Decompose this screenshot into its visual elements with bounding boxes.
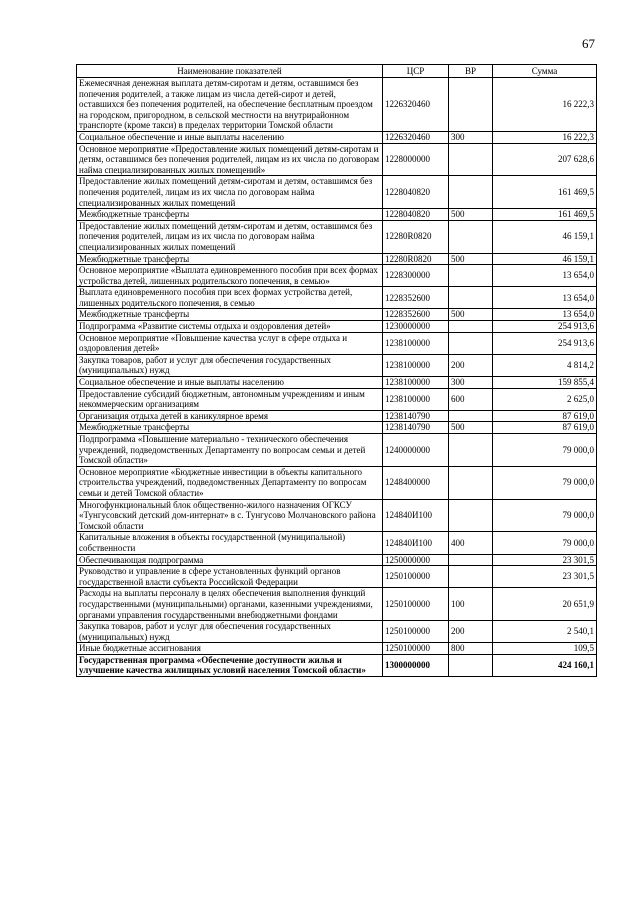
row-vr-cell: 400 <box>449 532 493 554</box>
row-sum-cell: 79 000,0 <box>493 466 597 499</box>
row-code-cell: 1238100000 <box>383 388 449 410</box>
row-code-cell: 1226320460 <box>383 78 449 132</box>
row-vr-cell <box>449 566 493 588</box>
table-row <box>77 410 597 422</box>
row-sum-cell: 424 160,1 <box>493 654 597 676</box>
row-code-cell: 1238140790 <box>383 422 449 434</box>
row-sum-cell: 23 301,5 <box>493 554 597 566</box>
table-row <box>77 377 597 389</box>
row-name-cell: Межбюджетные трансферты <box>77 209 383 221</box>
row-code-cell: 1228352600 <box>383 287 449 309</box>
row-name-cell: Организация отдыха детей в каникулярное время <box>77 410 383 422</box>
row-vr-cell <box>449 410 493 422</box>
row-code-cell: 1238100000 <box>383 332 449 354</box>
table-row <box>77 220 597 253</box>
row-name-cell: Социальное обеспечение и иные выплаты населению <box>77 131 383 143</box>
row-sum-cell: 254 913,6 <box>493 321 597 333</box>
row-sum-cell: 161 469,5 <box>493 209 597 221</box>
row-code-cell: 1228040820 <box>383 209 449 221</box>
row-vr-cell: 300 <box>449 377 493 389</box>
row-vr-cell: 500 <box>449 422 493 434</box>
table-row <box>77 654 597 676</box>
table-row <box>77 209 597 221</box>
row-code-cell: 1240000000 <box>383 434 449 467</box>
row-code-cell: 1250100000 <box>383 643 449 655</box>
row-code-cell: 1228352600 <box>383 309 449 321</box>
table-row <box>77 621 597 643</box>
row-code-cell: 1228040820 <box>383 176 449 209</box>
row-name-cell: Предоставление жилых помещений детям-сиротам и детям, оставшимся без попечения родителей, лицам из их числа по договорам найма специализированных жилых помещений <box>77 220 383 253</box>
row-vr-cell: 500 <box>449 309 493 321</box>
row-vr-cell <box>449 321 493 333</box>
row-code-cell: 1230000000 <box>383 321 449 333</box>
row-vr-cell: 600 <box>449 388 493 410</box>
table-row <box>77 131 597 143</box>
row-vr-cell <box>449 332 493 354</box>
table-row <box>77 388 597 410</box>
table-row <box>77 466 597 499</box>
table-row <box>77 309 597 321</box>
header-sum: Сумма <box>493 65 597 78</box>
row-vr-cell <box>449 499 493 532</box>
row-vr-cell <box>449 78 493 132</box>
row-sum-cell: 87 619,0 <box>493 422 597 434</box>
row-name-cell: Социальное обеспечение и иные выплаты населению <box>77 377 383 389</box>
row-code-cell: 1238140790 <box>383 410 449 422</box>
row-sum-cell: 2 540,1 <box>493 621 597 643</box>
row-vr-cell <box>449 265 493 287</box>
table-body <box>77 78 597 677</box>
row-code-cell: 12280R0820 <box>383 253 449 265</box>
row-sum-cell: 13 654,0 <box>493 265 597 287</box>
row-sum-cell: 207 628,6 <box>493 143 597 176</box>
table-row <box>77 554 597 566</box>
row-sum-cell: 79 000,0 <box>493 434 597 467</box>
row-sum-cell: 109,5 <box>493 643 597 655</box>
row-sum-cell: 79 000,0 <box>493 499 597 532</box>
row-vr-cell <box>449 176 493 209</box>
table-row <box>77 253 597 265</box>
row-sum-cell: 16 222,3 <box>493 78 597 132</box>
row-sum-cell: 46 159,1 <box>493 253 597 265</box>
row-vr-cell <box>449 143 493 176</box>
row-sum-cell: 159 855,4 <box>493 377 597 389</box>
table-row <box>77 354 597 376</box>
row-name-cell: Предоставление субсидий бюджетным, автономным учреждениям и иным некоммерческим организациям <box>77 388 383 410</box>
row-sum-cell: 13 654,0 <box>493 309 597 321</box>
table-row <box>77 643 597 655</box>
row-code-cell: 1238100000 <box>383 377 449 389</box>
row-code-cell: 1250100000 <box>383 588 449 621</box>
row-name-cell: Основное мероприятие «Бюджетные инвестиции в объекты капитального строительства учреждений, подведомственных Департаменту по вопросам семьи и детей Томской области» <box>77 466 383 499</box>
row-name-cell: Основное мероприятие «Повышение качества услуг в сфере отдыха и оздоровления детей» <box>77 332 383 354</box>
table-row <box>77 434 597 467</box>
row-code-cell: 1250100000 <box>383 621 449 643</box>
row-name-cell: Расходы на выплаты персоналу в целях обеспечения выполнения функций государственными (муниципальными) органами, казенными учреждениями, органами управления государственными внебюджетными фондами <box>77 588 383 621</box>
row-vr-cell <box>449 554 493 566</box>
table-row <box>77 332 597 354</box>
row-name-cell: Закупка товаров, работ и услуг для обеспечения государственных (муниципальных) нужд <box>77 621 383 643</box>
row-code-cell: 124840И100 <box>383 532 449 554</box>
row-vr-cell <box>449 654 493 676</box>
row-vr-cell: 200 <box>449 621 493 643</box>
row-name-cell: Иные бюджетные ассигнования <box>77 643 383 655</box>
row-name-cell: Государственная программа «Обеспечение доступности жилья и улучшение качества жилищных условий населения Томской области» <box>77 654 383 676</box>
row-name-cell: Межбюджетные трансферты <box>77 422 383 434</box>
table-row <box>77 532 597 554</box>
row-sum-cell: 23 301,5 <box>493 566 597 588</box>
row-name-cell: Закупка товаров, работ и услуг для обеспечения государственных (муниципальных) нужд <box>77 354 383 376</box>
table-row <box>77 287 597 309</box>
row-sum-cell: 161 469,5 <box>493 176 597 209</box>
row-name-cell: Капитальные вложения в объекты государственной (муниципальной) собственности <box>77 532 383 554</box>
row-vr-cell <box>449 220 493 253</box>
row-code-cell: 124840И100 <box>383 499 449 532</box>
row-sum-cell: 254 913,6 <box>493 332 597 354</box>
header-code: ЦСР <box>383 65 449 78</box>
row-vr-cell: 800 <box>449 643 493 655</box>
row-name-cell: Основное мероприятие «Предоставление жилых помещений детям-сиротам и детям, оставшимся без попечения родителей, лицам из их числа по договорам найма специализированных жилых помещений» <box>77 143 383 176</box>
row-code-cell: 1228300000 <box>383 265 449 287</box>
row-vr-cell: 200 <box>449 354 493 376</box>
row-sum-cell: 16 222,3 <box>493 131 597 143</box>
row-name-cell: Межбюджетные трансферты <box>77 253 383 265</box>
row-code-cell: 1248400000 <box>383 466 449 499</box>
row-vr-cell: 500 <box>449 209 493 221</box>
row-name-cell: Многофункциональный блок общественно-жилого назначения ОГКСУ «Тунгусовский детский дом-интернат» в с. Тунгусово Молчановского района Томской области <box>77 499 383 532</box>
row-code-cell: 12280R0820 <box>383 220 449 253</box>
table-row <box>77 176 597 209</box>
row-name-cell: Основное мероприятие «Выплата единовременного пособия при всех формах устройства детей, лишенных родительского попечения, в семью» <box>77 265 383 287</box>
row-sum-cell: 13 654,0 <box>493 287 597 309</box>
table-row <box>77 321 597 333</box>
row-vr-cell <box>449 287 493 309</box>
row-vr-cell: 100 <box>449 588 493 621</box>
row-code-cell: 1226320460 <box>383 131 449 143</box>
row-sum-cell: 2 625,0 <box>493 388 597 410</box>
row-name-cell: Руководство и управление в сфере установленных функций органов государственной власти субъекта Российской Федерации <box>77 566 383 588</box>
table-row <box>77 588 597 621</box>
row-name-cell: Ежемесячная денежная выплата детям-сиротам и детям, оставшимся без попечения родителей, а также лицам из числа детей-сирот и детей, оставшихся без попечения родителей, на обеспечение бесплатным проездом на городском, пригородном, в сельской местности на внутрирайонном транспорте (кроме такси) в пределах территории Томской области <box>77 78 383 132</box>
table-header-row <box>77 65 597 78</box>
row-name-cell: Выплата единовременного пособия при всех формах устройства детей, лишенных родительского попечения, в семью <box>77 287 383 309</box>
row-vr-cell <box>449 434 493 467</box>
table-row <box>77 143 597 176</box>
row-name-cell: Обеспечивающая подпрограмма <box>77 554 383 566</box>
row-sum-cell: 4 814,2 <box>493 354 597 376</box>
row-name-cell: Межбюджетные трансферты <box>77 309 383 321</box>
header-name: Наименование показателей <box>77 65 383 78</box>
row-sum-cell: 87 619,0 <box>493 410 597 422</box>
table-row <box>77 566 597 588</box>
row-name-cell: Предоставление жилых помещений детям-сиротам и детям, оставшимся без попечения родителей, лицам из их числа по договорам найма специализированных жилых помещений <box>77 176 383 209</box>
row-code-cell: 1238100000 <box>383 354 449 376</box>
row-sum-cell: 79 000,0 <box>493 532 597 554</box>
table-row <box>77 499 597 532</box>
page-number: 67 <box>582 36 595 51</box>
row-code-cell: 1300000000 <box>383 654 449 676</box>
row-vr-cell <box>449 466 493 499</box>
row-name-cell: Подпрограмма «Развитие системы отдыха и оздоровления детей» <box>77 321 383 333</box>
header-vr: ВР <box>449 65 493 78</box>
table-row <box>77 422 597 434</box>
row-code-cell: 1250100000 <box>383 566 449 588</box>
row-vr-cell: 500 <box>449 253 493 265</box>
row-name-cell: Подпрограмма «Повышение материально - технического обеспечения учреждений, подведомственных Департаменту по вопросам семьи и детей Томской области» <box>77 434 383 467</box>
row-vr-cell: 300 <box>449 131 493 143</box>
budget-table <box>76 64 597 677</box>
row-sum-cell: 20 651,9 <box>493 588 597 621</box>
row-code-cell: 1250000000 <box>383 554 449 566</box>
row-sum-cell: 46 159,1 <box>493 220 597 253</box>
row-code-cell: 1228000000 <box>383 143 449 176</box>
table-row <box>77 265 597 287</box>
table-row <box>77 78 597 132</box>
